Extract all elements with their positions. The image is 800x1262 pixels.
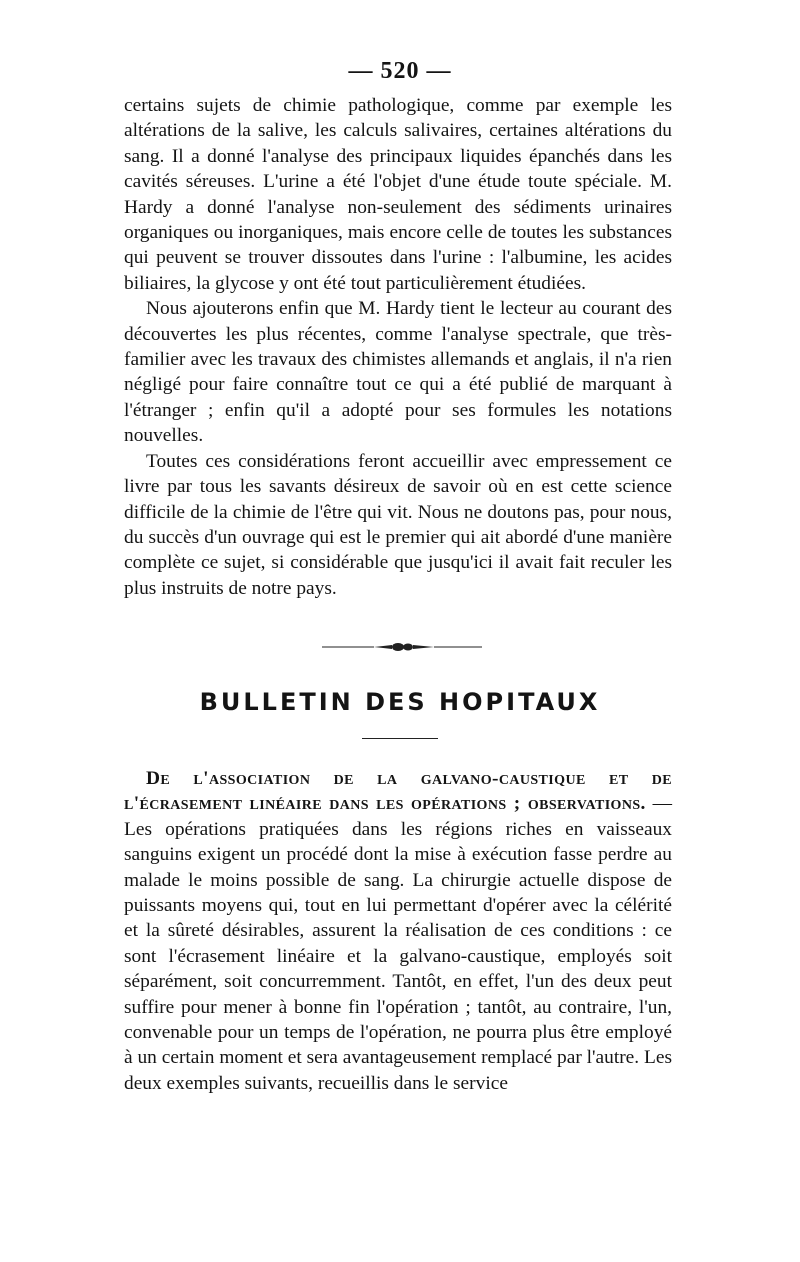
section-title: BULLETIN DES HOPITAUX — [199, 688, 601, 716]
review-text — [124, 93, 672, 601]
section-body — [124, 766, 672, 1096]
paragraph-continued: certains sujets de chimie pathologique, comme par exemple les altérations de la salive, les calculs salivaires, certaines altérations du sang. Il a donné l'analyse des principaux liquides épanchés dans les cavités séreuses. L'urine a été l'objet d'une étude toute spéciale. M. Hardy a donné l'analyse non-seulement des sédiments urinaires organiques ou inorganiques, mais encore celle de toutes les substances qui peuvent se trouver dissoutes dans l'urine : l'albumine, les acides biliaires, la glycose y ont été tout particulièrement étudiées. — [124, 95, 672, 294]
article-body: — Les opérations pratiquées dans les régions riches en vaisseaux sanguins exigent un procédé dont la mise à exécution fasse perdre au malade le moins possible de sang. La chirurgie actuelle dispose de puissants moyens qui, tout en lui permettant d'opérer avec la célérité et la sûreté désirables, assurent la réalisation de ces conditions : ce sont l'écrasement linéaire et la galvano-caustique, employés soit séparément, soit concurremment. Tantôt, en effet, l'un des deux peut suffire pour mener à bonne fin l'opération ; tantôt, au contraire, l'un, convenable pour un temps de l'opération, ne pourra plus être employé à un certain moment et sera avantageusement remplacé par l'autre. Les deux exemples suivants, recueillis dans le service — [124, 793, 672, 1094]
paragraph: Nous ajouterons enfin que M. Hardy tient le lecteur au courant des découvertes les plus récentes, comme l'analyse spectrale, que très-familier avec les travaux des chimistes allemands et anglais, il n'a rien négligé pour faire connaître tout ce qui a été publié de marquant à l'étranger ; enfin qu'il a adopté pour ses formules les notations nouvelles. — [124, 298, 672, 447]
ornament-divider-icon — [322, 640, 482, 654]
title-rule — [362, 738, 438, 739]
article-lead: De l'association de la galvano-caustique et de l'écrasement linéaire dans les opérations ; observations. — [124, 768, 672, 815]
paragraph: Toutes ces considérations feront accueillir avec empressement ce livre par tous les savants désireux de savoir où en est cette science difficile de la chimie de l'être qui vit. Nous ne doutons pas, pour nous, du succès d'un ouvrage qui est le premier qui ait abordé d'une manière complète ce sujet, si considérable que jusqu'ici il avait fait reculer les plus instruits de notre pays. — [124, 450, 672, 599]
page-number: — 520 — — [348, 58, 452, 84]
article-paragraph — [124, 766, 672, 1096]
